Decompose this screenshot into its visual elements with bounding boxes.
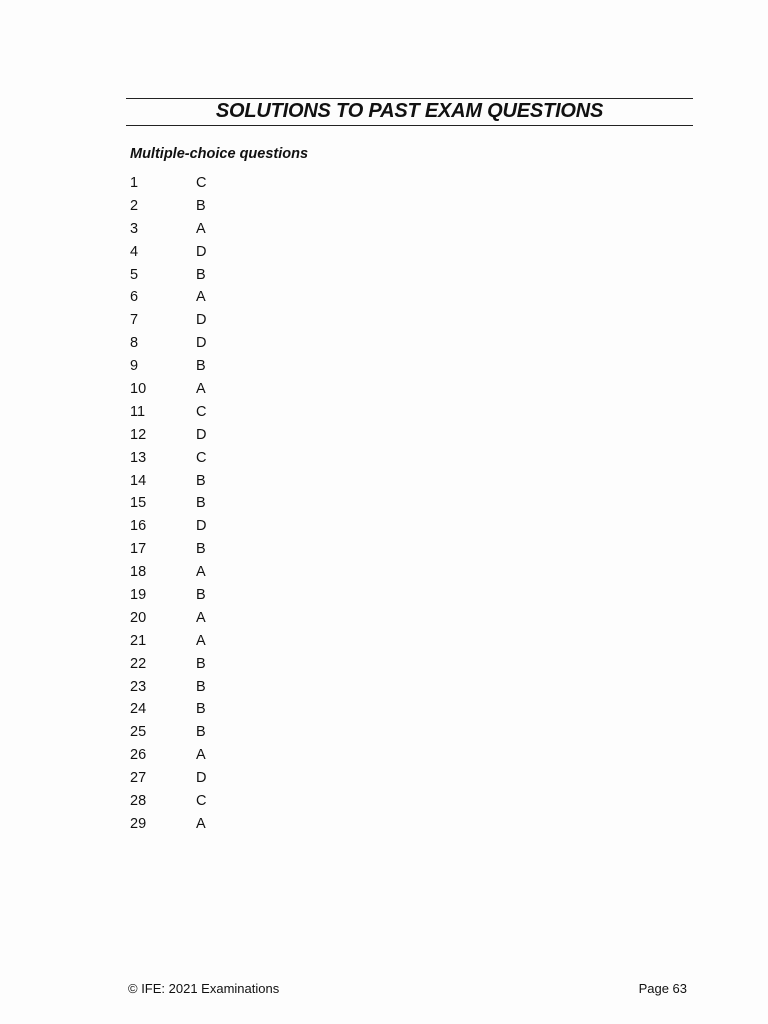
question-number: 14 <box>130 472 147 489</box>
answer-list <box>130 172 250 836</box>
answer-letter: B <box>196 678 206 695</box>
question-number: 4 <box>130 243 139 260</box>
answer-letter: A <box>196 564 206 581</box>
footer-copyright: © IFE: 2021 Examinations <box>128 981 280 996</box>
question-number: 27 <box>130 770 147 787</box>
answer-row <box>130 607 250 630</box>
answer-letter: D <box>196 518 207 535</box>
answer-letter: B <box>196 266 206 283</box>
answer-letter: D <box>196 426 207 443</box>
answer-letter: B <box>196 495 206 512</box>
answer-letter: C <box>196 793 207 810</box>
question-number: 12 <box>130 426 147 443</box>
answer-row <box>130 630 250 653</box>
answer-row <box>130 492 250 515</box>
answer-letter: A <box>196 747 206 764</box>
question-number: 1 <box>130 175 139 191</box>
question-number: 5 <box>130 266 139 283</box>
question-number: 22 <box>130 655 147 672</box>
answer-letter: A <box>196 381 206 398</box>
answer-row <box>130 653 250 676</box>
question-number: 17 <box>130 541 147 558</box>
question-number: 13 <box>130 449 147 466</box>
question-number: 26 <box>130 747 147 764</box>
question-number: 23 <box>130 678 147 695</box>
answer-letter: B <box>196 472 206 489</box>
question-number: 9 <box>130 358 139 375</box>
answer-row <box>130 447 250 470</box>
answer-letter: B <box>196 701 206 718</box>
answer-row <box>130 401 250 424</box>
question-number: 29 <box>130 815 147 832</box>
answer-letter: D <box>196 243 207 260</box>
answer-letter: A <box>196 289 206 306</box>
question-number: 7 <box>130 312 139 329</box>
question-number: 8 <box>130 335 139 352</box>
answer-letter: B <box>196 655 206 672</box>
question-number: 3 <box>130 220 139 237</box>
question-number: 25 <box>130 724 147 741</box>
question-number: 21 <box>130 632 147 649</box>
answer-row <box>130 790 250 813</box>
answer-row <box>130 584 250 607</box>
question-number: 18 <box>130 564 147 581</box>
answer-letter: D <box>196 312 207 329</box>
answer-row <box>130 241 250 264</box>
answer-row <box>130 813 250 836</box>
section-heading: Multiple-choice questions <box>130 146 309 162</box>
question-number: 19 <box>130 587 147 604</box>
question-number: 24 <box>130 701 147 718</box>
answer-row <box>130 424 250 447</box>
question-number: 10 <box>130 381 147 398</box>
question-number: 11 <box>130 403 146 420</box>
answer-row <box>130 721 250 744</box>
answer-row <box>130 172 250 195</box>
answer-row <box>130 561 250 584</box>
answer-letter: A <box>196 609 206 626</box>
footer-page-number: Page 63 <box>638 981 687 996</box>
question-number: 20 <box>130 609 147 626</box>
answer-row <box>130 767 250 790</box>
answer-row <box>130 515 250 538</box>
answer-row <box>130 332 250 355</box>
answer-row <box>130 264 250 287</box>
title-band <box>126 98 693 126</box>
answer-letter: A <box>196 220 206 237</box>
answer-row <box>130 538 250 561</box>
answer-row <box>130 218 250 241</box>
question-number: 16 <box>130 518 147 535</box>
answer-letter: B <box>196 587 206 604</box>
answer-row <box>130 309 250 332</box>
answer-row <box>130 744 250 767</box>
answer-letter: B <box>196 541 206 558</box>
answer-row <box>130 286 250 309</box>
answer-letter: B <box>196 197 206 214</box>
answer-row <box>130 676 250 699</box>
answer-row <box>130 698 250 721</box>
answer-letter: A <box>196 632 206 649</box>
answer-row <box>130 195 250 218</box>
answer-letter: A <box>196 815 206 832</box>
answer-letter: B <box>196 724 206 741</box>
question-number: 28 <box>130 793 147 810</box>
answer-row <box>130 378 250 401</box>
answer-letter: D <box>196 770 207 787</box>
answer-row <box>130 470 250 493</box>
answer-letter: B <box>196 358 206 375</box>
answer-row <box>130 355 250 378</box>
question-number: 15 <box>130 495 147 512</box>
answer-letter: D <box>196 335 207 352</box>
answer-letter: C <box>196 175 207 191</box>
question-number: 6 <box>130 289 139 306</box>
answer-letter: C <box>196 403 207 420</box>
page-title: SOLUTIONS TO PAST EXAM QUESTIONS <box>215 100 604 122</box>
answer-letter: C <box>196 449 207 466</box>
question-number: 2 <box>130 197 139 214</box>
